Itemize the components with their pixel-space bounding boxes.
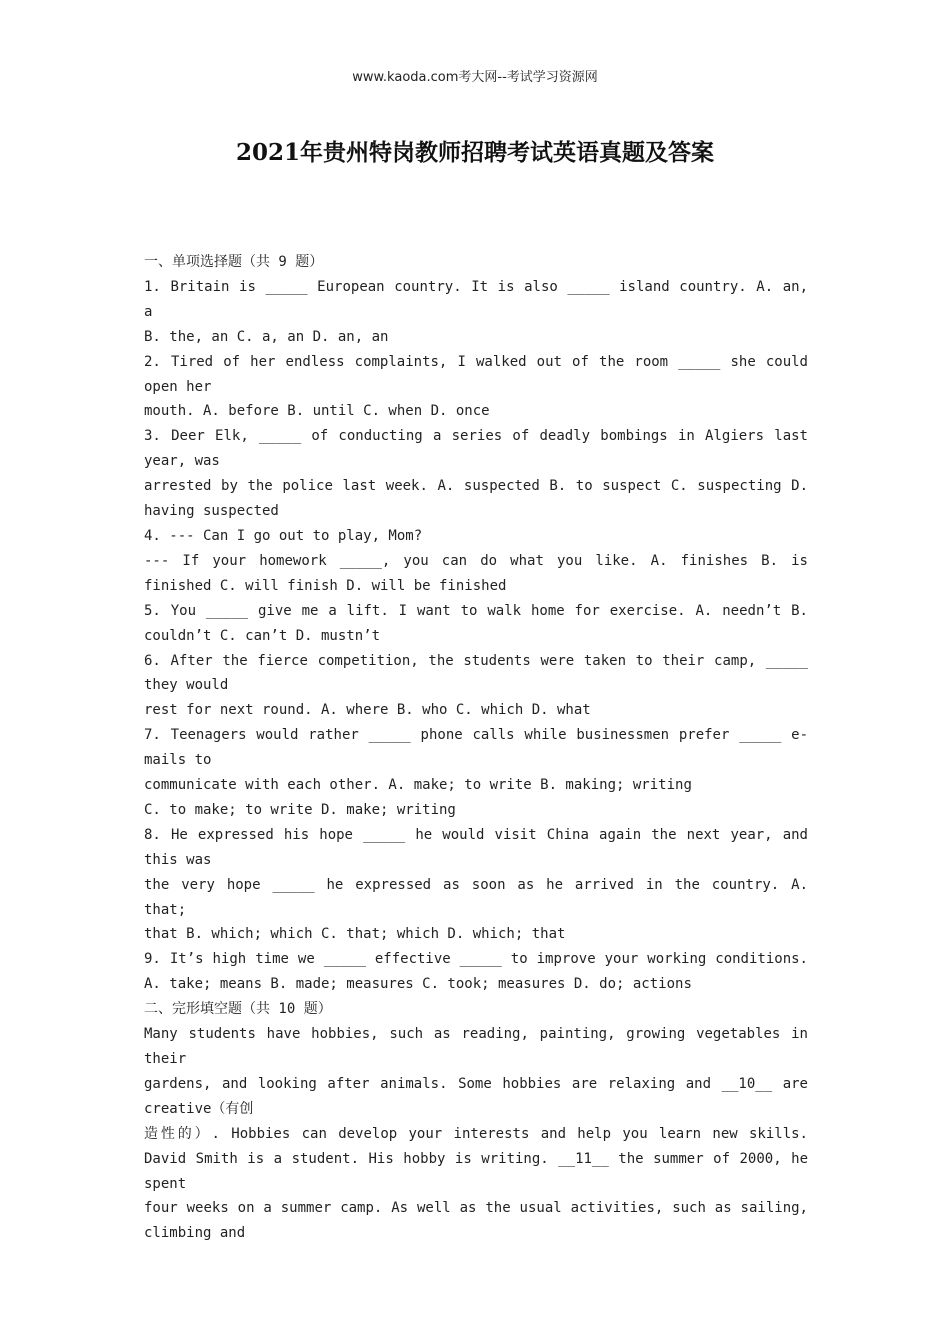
text-line: 2. Tired of her endless complaints, I walked out of the room _____ she could <box>144 353 808 370</box>
text-line: communicate with each other. A. make; to write B. making; writing <box>144 777 692 794</box>
text-line: that B. which; which C. that; which D. which; that <box>144 926 566 943</box>
text-line: four weeks on a summer camp. As well as the usual activities, such as sailing, <box>144 1200 808 1217</box>
text-line: 5. You _____ give me a lift. I want to walk home for exercise. A. needn’t B. <box>144 602 808 619</box>
text-line: 8. He expressed his hope _____ he would visit China again the next year, and <box>144 826 808 843</box>
text-line: 1. Britain is _____ European country. It is also _____ island country. A. an, a <box>144 278 808 320</box>
site-header: www.kaoda.com考大网--考试学习资源网 <box>352 70 598 85</box>
text-line: climbing and <box>144 1225 246 1242</box>
text-line: --- If your homework _____, you can do what you like. A. finishes B. is <box>144 552 808 569</box>
text-line: 7. Teenagers would rather _____ phone calls while businessmen prefer _____ e- <box>144 727 808 744</box>
text-line: this was <box>144 851 212 868</box>
text-line: A. take; means B. made; measures C. took; measures D. do; actions <box>144 976 692 993</box>
text-line: finished C. will finish D. will be finished <box>144 577 507 594</box>
text-line: gardens, and looking after animals. Some hobbies are relaxing and __10__ are <box>144 1075 808 1092</box>
text-line: 4. --- Can I go out to play, Mom? <box>144 527 423 544</box>
text-line: spent <box>144 1175 187 1192</box>
text-line: they would <box>144 677 229 694</box>
text-line: C. to make; to write D. make; writing <box>144 801 456 818</box>
text-line: mouth. A. before B. until C. when D. once <box>144 403 490 420</box>
text-line: 造性的）. Hobbies can develop your interests and help you learn new skills. <box>144 1125 808 1142</box>
text-line: David Smith is a student. His hobby is writing. __11__ the summer of 2000, he <box>144 1150 808 1167</box>
text-line: 9. It’s high time we _____ effective _____ to improve your working conditions. <box>144 951 808 968</box>
text-line: creative（有创 <box>144 1100 254 1117</box>
text-line: couldn’t C. can’t D. mustn’t <box>144 627 381 644</box>
text-line: having suspected <box>144 503 279 520</box>
text-line: the very hope _____ he expressed as soon as he arrived in the country. A. that; <box>144 876 808 918</box>
text-line: open her <box>144 378 212 395</box>
text-line: B. the, an C. a, an D. an, an <box>144 328 389 345</box>
text-line: year, was <box>144 453 220 470</box>
text-line: 6. After the fierce competition, the students were taken to their camp, _____ <box>144 652 808 669</box>
text-line: 3. Deer Elk, _____ of conducting a series of deadly bombings in Algiers last <box>144 428 808 445</box>
text-line: 一、单项选择题（共 9 题） <box>144 254 324 270</box>
text-line: Many students have hobbies, such as reading, painting, growing vegetables in <box>144 1026 808 1043</box>
document-title: 2021年贵州特岗教师招聘考试英语真题及答案 <box>235 139 714 166</box>
text-line: 二、完形填空题（共 10 题） <box>144 1001 332 1018</box>
document-body <box>144 250 808 1246</box>
text-line: arrested by the police last week. A. suspected B. to suspect C. suspecting D. <box>144 478 808 495</box>
text-line: their <box>144 1051 187 1067</box>
text-line: mails to <box>144 752 212 769</box>
text-line: rest for next round. A. where B. who C. which D. what <box>144 702 591 719</box>
